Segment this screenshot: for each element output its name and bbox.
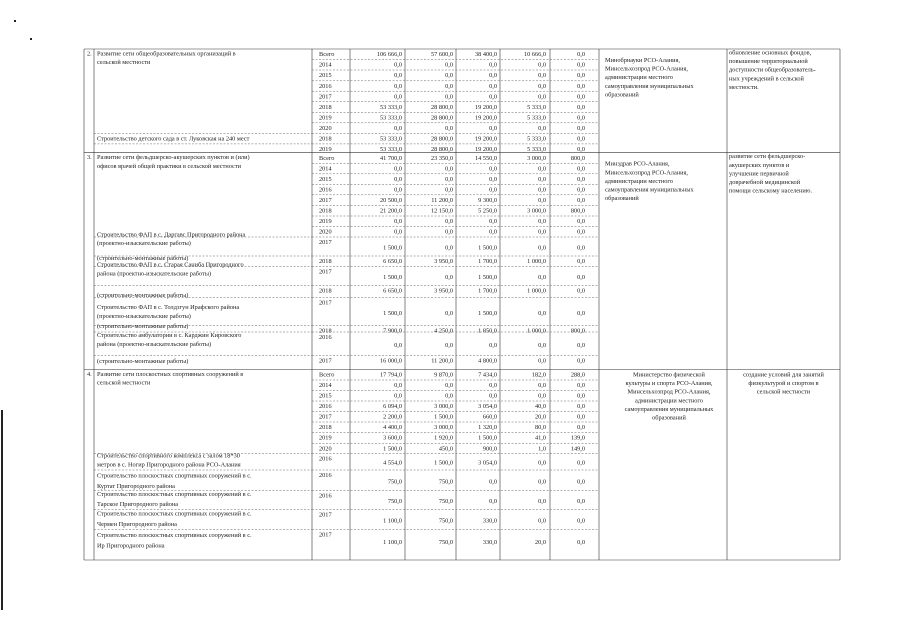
result-text: создание условий для занятий xyxy=(743,371,824,379)
year-cell: 2020 xyxy=(319,125,332,132)
subitem-label: (строительно-монтажные работы) xyxy=(97,255,189,262)
subitem-label: Строительство ФАП в с. Толдзгун Ирафского района xyxy=(97,304,240,311)
value-cell: 750,0 xyxy=(438,478,453,486)
value-cell: 1 320,0 xyxy=(478,424,497,432)
executor-text: образований xyxy=(652,414,686,422)
year-cell: 2015 xyxy=(319,392,332,400)
year-cell: 2016 xyxy=(319,492,332,500)
subitem-label: метров в с. Ногир Пригородного района РСО-Алания xyxy=(97,461,241,469)
section-title: Развитие сети общеобразовательных организаций в xyxy=(97,50,236,58)
value-cell: 0,0 xyxy=(577,103,585,111)
result-text: улучшение первичной xyxy=(729,170,789,178)
value-cell: 0,0 xyxy=(577,146,585,154)
value-cell: 0,0 xyxy=(538,382,546,390)
year-cell: 2017 xyxy=(319,197,332,204)
value-cell: 0,0 xyxy=(489,228,497,236)
result-text: помощи сельскому населению. xyxy=(729,187,813,195)
section-number: 3. xyxy=(87,154,92,162)
value-cell: 80,0 xyxy=(534,424,546,432)
value-cell: 0,0 xyxy=(538,186,546,194)
result-text: местности. xyxy=(729,83,759,91)
value-cell: 7 900,0 xyxy=(383,327,402,335)
value-cell: 0,0 xyxy=(577,186,585,194)
value-cell: 0,0 xyxy=(489,341,497,349)
value-cell: 1 700,0 xyxy=(478,287,497,295)
value-cell: 139,0 xyxy=(570,434,585,442)
value-cell: 0,0 xyxy=(489,72,497,80)
section-title: сельской местности xyxy=(97,59,151,67)
value-cell: 0,0 xyxy=(394,72,402,80)
value-cell: 5 250,0 xyxy=(478,207,497,215)
value-cell: 0,0 xyxy=(538,61,546,69)
subitem-label: (строительно-монтажные работы) xyxy=(97,358,189,365)
value-cell: 1 500,0 xyxy=(478,244,497,252)
value-cell: 0,0 xyxy=(538,244,546,252)
year-cell: 2020 xyxy=(319,228,332,236)
value-cell: 5 333,0 xyxy=(527,114,546,122)
result-text: развитие сети фельдшерско- xyxy=(729,153,806,161)
value-cell: 5 333,0 xyxy=(527,103,546,111)
value-cell: 750,0 xyxy=(438,539,453,547)
value-cell: 0,0 xyxy=(489,497,497,505)
value-cell: 2 200,0 xyxy=(383,413,402,421)
value-cell: 0,0 xyxy=(489,186,497,194)
value-cell: 0,0 xyxy=(577,392,585,400)
executor-text: администрации местного xyxy=(605,177,673,185)
subitem-label: района (проектно-изыскательские работы) xyxy=(97,270,212,278)
year-cell: 2019 xyxy=(319,114,332,122)
value-cell: 0,0 xyxy=(445,228,453,236)
executor-text: Минздрав РСО-Алания, xyxy=(605,160,670,168)
year-cell: 2016 xyxy=(319,455,332,463)
section-number: 2. xyxy=(87,50,92,58)
value-cell: 0,0 xyxy=(445,72,453,80)
value-cell: 53 333,0 xyxy=(379,114,402,122)
section-title: Развитие сети фельдшерско-акушерских пунктов и (или) xyxy=(97,154,250,162)
value-cell: 106 666,0 xyxy=(376,51,402,59)
year-cell: 2018 xyxy=(319,327,332,335)
subitem-label: Строительство плоскостных спортивных сооружений в с. xyxy=(97,510,252,518)
value-cell: 0,0 xyxy=(577,228,585,236)
value-cell: 0,0 xyxy=(445,176,453,183)
year-cell: 2016 xyxy=(319,186,332,194)
value-cell: 800,0 xyxy=(570,327,585,335)
value-cell: 0,0 xyxy=(489,218,497,226)
value-cell: 0,0 xyxy=(538,197,546,204)
value-cell: 7 434,0 xyxy=(478,371,497,379)
result-text: сельской местности xyxy=(756,388,811,396)
value-cell: 0,0 xyxy=(577,309,585,317)
value-cell: 0,0 xyxy=(538,341,546,349)
year-cell: 2016 xyxy=(319,403,332,411)
value-cell: 1 500,0 xyxy=(478,273,497,281)
value-cell: 0,0 xyxy=(394,392,402,400)
value-cell: 3 600,0 xyxy=(383,434,402,442)
value-cell: 0,0 xyxy=(489,165,497,173)
value-cell: 750,0 xyxy=(387,478,402,486)
value-cell: 4 800,0 xyxy=(478,357,497,365)
executor-text: администрации местного xyxy=(635,397,703,405)
subitem-label: Чермен Пригородного района xyxy=(97,521,177,528)
year-cell: 2019 xyxy=(319,146,332,154)
value-cell: 20,0 xyxy=(534,539,546,547)
value-cell: 1 500,0 xyxy=(434,459,453,467)
value-cell: 3 054,0 xyxy=(478,459,497,467)
value-cell: 0,0 xyxy=(538,72,546,80)
subitem-label: Строительство плоскостных спортивных сооружений в с. xyxy=(97,491,252,498)
year-cell: 2017 xyxy=(319,357,332,365)
value-cell: 0,0 xyxy=(394,186,402,194)
value-cell: 28 800,0 xyxy=(430,103,453,111)
value-cell: 9 870,0 xyxy=(434,371,453,379)
value-cell: 20,0 xyxy=(534,413,546,421)
value-cell: 16 000,0 xyxy=(379,357,402,365)
section-title: офисов врачей общей практики в сельской местности xyxy=(97,162,241,170)
value-cell: 10 666,0 xyxy=(523,51,546,59)
executor-text: культуры и спорта РСО-Алания, xyxy=(625,380,713,388)
value-cell: 0,0 xyxy=(577,403,585,411)
year-cell: 2017 xyxy=(319,531,332,539)
executor-text: самоуправления муниципальных xyxy=(624,405,714,413)
result-text: обновление основных фондов, xyxy=(729,49,812,57)
value-cell: 0,0 xyxy=(445,125,453,132)
value-cell: 0,0 xyxy=(577,273,585,281)
value-cell: 3 950,0 xyxy=(434,258,453,266)
value-cell: 0,0 xyxy=(538,228,546,236)
result-text: доврачебной медицинской xyxy=(729,179,801,186)
executor-text: самоуправления муниципальных xyxy=(605,82,694,90)
section-number: 4. xyxy=(87,371,92,378)
result-text: физкультурой и спортом в xyxy=(748,380,819,388)
value-cell: 0,0 xyxy=(445,341,453,349)
value-cell: 0,0 xyxy=(445,392,453,400)
subitem-label: (строительно-монтажные работы) xyxy=(97,323,189,330)
executor-text: Минобрнауки РСО-Алания, xyxy=(605,57,680,64)
year-cell: 2018 xyxy=(319,258,332,266)
value-cell: 57 600,0 xyxy=(430,51,453,59)
value-cell: 0,0 xyxy=(489,125,497,132)
value-cell: 0,0 xyxy=(538,392,546,400)
value-cell: 0,0 xyxy=(577,61,585,69)
value-cell: 28 800,0 xyxy=(430,114,453,122)
value-cell: 0,0 xyxy=(577,165,585,173)
executor-text: Минсельхозпрод РСО-Алания, xyxy=(605,65,688,73)
year-cell: Всего xyxy=(319,371,335,379)
value-cell: 0,0 xyxy=(394,93,402,101)
value-cell: 0,0 xyxy=(538,517,546,525)
value-cell: 40,0 xyxy=(534,403,546,411)
value-cell: 900,0 xyxy=(482,445,497,453)
value-cell: 330,0 xyxy=(482,517,497,525)
value-cell: 800,0 xyxy=(570,154,585,162)
year-cell: 2014 xyxy=(319,165,332,173)
value-cell: 0,0 xyxy=(538,125,546,132)
result-text: повышение территориальной xyxy=(729,58,808,66)
year-cell: Всего xyxy=(319,154,335,162)
value-cell: 0,0 xyxy=(538,478,546,486)
year-cell: 2015 xyxy=(319,72,332,80)
value-cell: 0,0 xyxy=(538,218,546,226)
value-cell: 0,0 xyxy=(577,125,585,132)
value-cell: 0,0 xyxy=(538,273,546,281)
executor-text: образований xyxy=(605,91,639,99)
value-cell: 0,0 xyxy=(394,228,402,236)
value-cell: 288,0 xyxy=(570,371,585,379)
value-cell: 0,0 xyxy=(489,392,497,400)
value-cell: 0,0 xyxy=(577,459,585,467)
value-cell: 1,0 xyxy=(538,445,546,453)
value-cell: 9 300,0 xyxy=(478,197,497,204)
year-cell: 2017 xyxy=(319,413,332,421)
value-cell: 0,0 xyxy=(577,244,585,252)
value-cell: 1 000,0 xyxy=(527,258,546,266)
value-cell: 450,0 xyxy=(438,445,453,453)
value-cell: 0,0 xyxy=(577,218,585,226)
year-cell: 2016 xyxy=(319,83,332,90)
year-cell: 2014 xyxy=(319,382,332,390)
subitem-label: Строительство ФАП в с. Старая Саниба Пригородного xyxy=(97,261,244,269)
value-cell: 750,0 xyxy=(438,497,453,505)
value-cell: 149,0 xyxy=(570,445,585,453)
value-cell: 41,0 xyxy=(534,434,546,442)
value-cell: 1 500,0 xyxy=(478,434,497,442)
value-cell: 0,0 xyxy=(577,258,585,266)
value-cell: 750,0 xyxy=(438,517,453,525)
year-cell: 2020 xyxy=(319,445,332,453)
value-cell: 3 054,0 xyxy=(478,403,497,411)
value-cell: 1 500,0 xyxy=(383,445,402,453)
value-cell: 0,0 xyxy=(538,93,546,101)
value-cell: 28 800,0 xyxy=(430,135,453,143)
subitem-label: Ир Пригородного района xyxy=(97,542,165,550)
value-cell: 0,0 xyxy=(445,186,453,194)
result-text: доступности общеобразователь- xyxy=(729,66,816,74)
value-cell: 3 950,0 xyxy=(434,287,453,295)
value-cell: 0,0 xyxy=(577,382,585,390)
value-cell: 53 333,0 xyxy=(379,146,402,154)
value-cell: 19 200,0 xyxy=(474,135,497,143)
subitem-label: Строительство спортивного комплекса с залом 18*30 xyxy=(97,452,240,460)
year-cell: 2017 xyxy=(319,268,332,276)
value-cell: 1 000,0 xyxy=(527,327,546,335)
year-cell: 2018 xyxy=(319,287,332,295)
value-cell: 38 400,0 xyxy=(474,51,497,59)
value-cell: 0,0 xyxy=(577,197,585,204)
value-cell: 0,0 xyxy=(445,218,453,226)
year-cell: 2015 xyxy=(319,176,332,183)
value-cell: 0,0 xyxy=(577,83,585,90)
value-cell: 1 500,0 xyxy=(383,244,402,252)
value-cell: 0,0 xyxy=(538,176,546,183)
value-cell: 0,0 xyxy=(538,459,546,467)
year-cell: 2016 xyxy=(319,334,332,342)
value-cell: 1 500,0 xyxy=(383,273,402,281)
value-cell: 1 700,0 xyxy=(478,258,497,266)
value-cell: 1 100,0 xyxy=(383,517,402,525)
value-cell: 0,0 xyxy=(445,165,453,173)
executor-text: Министерство физической xyxy=(633,371,705,379)
year-cell: 2018 xyxy=(319,207,332,215)
value-cell: 0,0 xyxy=(445,382,453,390)
value-cell: 1 100,0 xyxy=(383,539,402,547)
executor-text: Минсельхозпрод РСО-Алания, xyxy=(605,169,688,177)
result-text: ных учреждений в сельской xyxy=(729,75,804,83)
value-cell: 4 250,0 xyxy=(434,327,453,335)
value-cell: 0,0 xyxy=(577,357,585,365)
year-cell: 2017 xyxy=(319,511,332,519)
year-cell: 2019 xyxy=(319,434,332,442)
value-cell: 17 794,0 xyxy=(379,371,402,379)
value-cell: 0,0 xyxy=(394,61,402,69)
year-cell: 2018 xyxy=(319,135,332,143)
value-cell: 0,0 xyxy=(394,218,402,226)
value-cell: 800,0 xyxy=(570,207,585,215)
value-cell: 11 200,0 xyxy=(431,197,453,204)
value-cell: 0,0 xyxy=(394,176,402,183)
value-cell: 20 500,0 xyxy=(379,197,402,204)
value-cell: 1 000,0 xyxy=(527,287,546,295)
subitem-label: Строительство плоскостных спортивных сооружений в с. xyxy=(97,532,252,539)
value-cell: 21 200,0 xyxy=(379,207,402,215)
value-cell: 0,0 xyxy=(394,341,402,349)
value-cell: 12 150,0 xyxy=(430,207,453,215)
value-cell: 6 650,0 xyxy=(383,258,402,266)
value-cell: 0,0 xyxy=(489,83,497,90)
subitem-label: Строительство ФАП в с. Даргавс Пригородного района xyxy=(97,231,246,239)
subitem-label: (проектно-изыскательские работы) xyxy=(97,240,191,247)
value-cell: 0,0 xyxy=(394,83,402,90)
subitem-label: (строительно-монтажные работы) xyxy=(97,292,189,299)
value-cell: 0,0 xyxy=(538,83,546,90)
value-cell: 53 333,0 xyxy=(379,103,402,111)
value-cell: 3 000,0 xyxy=(527,154,546,162)
value-cell: 41 700,0 xyxy=(379,154,402,162)
year-cell: 2014 xyxy=(319,61,332,69)
value-cell: 0,0 xyxy=(394,165,402,173)
value-cell: 11 200,0 xyxy=(431,357,453,365)
executor-text: самоуправления муниципальных xyxy=(605,186,694,194)
value-cell: 330,0 xyxy=(482,539,497,547)
value-cell: 1 850,0 xyxy=(478,327,497,335)
value-cell: 0,0 xyxy=(445,244,453,252)
value-cell: 3 000,0 xyxy=(434,403,453,411)
value-cell: 750,0 xyxy=(387,497,402,505)
value-cell: 0,0 xyxy=(577,341,585,349)
year-cell: 2016 xyxy=(319,472,332,480)
subitem-label: Строительство детского сада в ст. Луковская на 240 мест xyxy=(97,135,250,143)
executor-text: образований xyxy=(605,195,639,203)
value-cell: 182,0 xyxy=(531,371,546,379)
value-cell: 14 550,0 xyxy=(474,154,497,162)
value-cell: 0,0 xyxy=(577,424,585,432)
value-cell: 0,0 xyxy=(577,176,585,183)
value-cell: 660,0 xyxy=(482,413,497,421)
value-cell: 0,0 xyxy=(577,93,585,101)
subitem-label: (проектно-изыскательские работы) xyxy=(97,313,191,320)
value-cell: 0,0 xyxy=(538,357,546,365)
value-cell: 5 333,0 xyxy=(527,135,546,143)
value-cell: 4 400,0 xyxy=(383,424,402,432)
value-cell: 4 554,0 xyxy=(383,459,402,467)
value-cell: 1 920,0 xyxy=(434,434,453,442)
value-cell: 23 350,0 xyxy=(430,154,453,162)
value-cell: 0,0 xyxy=(489,176,497,183)
subitem-label: Куртат Пригородного района xyxy=(97,483,175,490)
result-text: акушерских пунктов и xyxy=(729,161,790,169)
value-cell: 0,0 xyxy=(577,478,585,486)
value-cell: 53 333,0 xyxy=(379,135,402,143)
value-cell: 19 200,0 xyxy=(474,146,497,154)
year-cell: 2019 xyxy=(319,218,332,226)
value-cell: 6 650,0 xyxy=(383,287,402,295)
value-cell: 0,0 xyxy=(577,539,585,547)
value-cell: 19 200,0 xyxy=(474,114,497,122)
value-cell: 0,0 xyxy=(445,93,453,101)
subitem-label: Строительство амбулатории в с. Карджин Кировского xyxy=(97,332,242,339)
value-cell: 0,0 xyxy=(489,93,497,101)
value-cell: 19 200,0 xyxy=(474,103,497,111)
value-cell: 0,0 xyxy=(445,61,453,69)
executor-text: Минсельхозпрод РСО-Алания, xyxy=(627,388,711,396)
value-cell: 3 000,0 xyxy=(434,424,453,432)
value-cell: 0,0 xyxy=(577,287,585,295)
year-cell: 2017 xyxy=(319,299,332,307)
value-cell: 0,0 xyxy=(445,83,453,90)
year-cell: 2018 xyxy=(319,424,332,432)
value-cell: 0,0 xyxy=(577,517,585,525)
executor-text: администрации местного xyxy=(605,74,673,82)
value-cell: 0,0 xyxy=(577,413,585,421)
year-cell: Всего xyxy=(319,51,335,59)
value-cell: 1 500,0 xyxy=(383,309,402,317)
value-cell: 0,0 xyxy=(538,165,546,173)
subitem-label: Тарское Пригородного района xyxy=(97,501,179,508)
value-cell: 0,0 xyxy=(445,273,453,281)
value-cell: 0,0 xyxy=(577,135,585,143)
subitem-label: Строительство плоскостных спортивных сооружений в с. xyxy=(97,472,252,480)
value-cell: 1 500,0 xyxy=(478,309,497,317)
value-cell: 0,0 xyxy=(538,497,546,505)
value-cell: 0,0 xyxy=(489,478,497,486)
value-cell: 0,0 xyxy=(577,497,585,505)
value-cell: 0,0 xyxy=(577,51,585,59)
value-cell: 0,0 xyxy=(489,61,497,69)
value-cell: 0,0 xyxy=(577,114,585,122)
value-cell: 0,0 xyxy=(577,72,585,80)
value-cell: 28 800,0 xyxy=(430,146,453,154)
year-cell: 2017 xyxy=(319,239,332,247)
value-cell: 5 333,0 xyxy=(527,146,546,154)
year-cell: 2018 xyxy=(319,103,332,111)
value-cell: 1 500,0 xyxy=(434,413,453,421)
value-cell: 0,0 xyxy=(445,309,453,317)
value-cell: 0,0 xyxy=(489,382,497,390)
section-title: сельской местности xyxy=(97,379,151,387)
value-cell: 0,0 xyxy=(538,309,546,317)
value-cell: 3 000,0 xyxy=(527,207,546,215)
subitem-label: района (проектно-изыскательские работы) xyxy=(97,341,212,348)
value-cell: 6 094,0 xyxy=(383,403,402,411)
section-title: Развитие сети плоскостных спортивных сооружений в xyxy=(97,371,244,378)
year-cell: 2017 xyxy=(319,93,332,101)
value-cell: 0,0 xyxy=(394,125,402,132)
value-cell: 0,0 xyxy=(394,382,402,390)
